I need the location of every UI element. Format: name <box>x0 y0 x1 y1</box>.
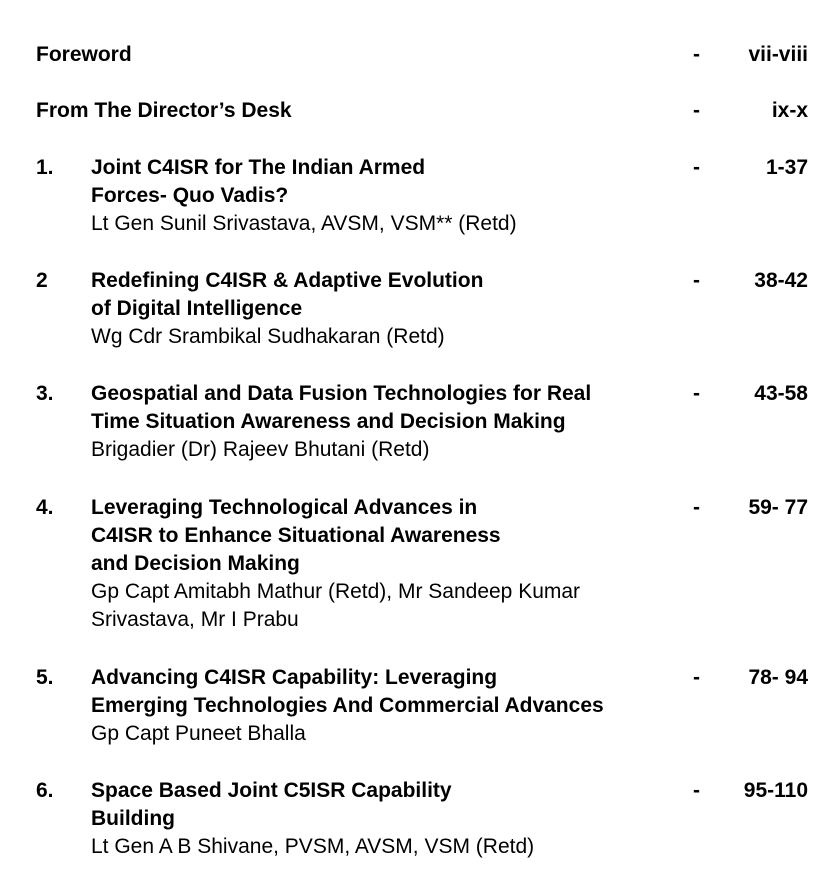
entry-dash: - <box>693 666 700 689</box>
chapter-text <box>91 380 591 464</box>
chapter-title-line: Joint C4ISR for The Indian Armed <box>91 156 426 179</box>
chapter-title-line: Forces- Quo Vadis? <box>91 184 289 207</box>
entry-title: From The Director’s Desk <box>36 99 292 122</box>
entry-pages: 59- 77 <box>748 496 808 519</box>
chapter-title-line: Time Situation Awareness and Decision Making <box>91 410 566 433</box>
chapter-title-line: Advancing C4ISR Capability: Leveraging <box>91 666 498 689</box>
chapter-title-line: C4ISR to Enhance Situational Awareness <box>91 524 501 547</box>
entry-dash: - <box>693 43 700 66</box>
entry-dash: - <box>693 779 700 802</box>
chapter-title-line: and Decision Making <box>91 552 300 575</box>
entry-dash: - <box>693 99 700 122</box>
entry-dash: - <box>693 496 700 519</box>
chapter-number: 3. <box>36 382 54 405</box>
entry-pages: 95-110 <box>743 779 808 802</box>
chapter-title-line: Redefining C4ISR & Adaptive Evolution <box>91 269 484 292</box>
chapter-number: 2 <box>36 269 48 292</box>
entry-pages: 1-37 <box>765 156 808 179</box>
chapter-author-line: Srivastava, Mr I Prabu <box>91 608 299 631</box>
chapter-author-line: Wg Cdr Srambikal Sudhakaran (Retd) <box>91 325 445 348</box>
chapter-text <box>91 494 580 634</box>
chapter-number: 5. <box>36 666 54 689</box>
chapter-text <box>91 154 517 238</box>
entry-dash: - <box>693 269 700 292</box>
chapter-number: 4. <box>36 496 54 519</box>
chapter-text <box>91 664 604 748</box>
chapter-number: 6. <box>36 779 54 802</box>
chapter-title-line: Space Based Joint C5ISR Capability <box>91 779 452 802</box>
chapter-number: 1. <box>36 156 54 179</box>
chapter-text <box>91 777 534 861</box>
chapter-title-line: Emerging Technologies And Commercial Advances <box>91 694 604 717</box>
chapter-author-line: Lt Gen Sunil Srivastava, AVSM, VSM** (Retd) <box>91 212 517 235</box>
entry-dash: - <box>693 382 700 405</box>
entry-pages: 78- 94 <box>748 666 808 689</box>
chapter-text <box>91 267 483 351</box>
chapter-title-line: Building <box>91 807 175 830</box>
entry-dash: - <box>693 156 700 179</box>
chapter-title-line: of Digital Intelligence <box>91 297 303 320</box>
chapter-title-line: Geospatial and Data Fusion Technologies for Real <box>91 382 592 405</box>
entry-title: Foreword <box>36 43 132 66</box>
entry-pages: ix-x <box>771 99 808 122</box>
chapter-author-line: Gp Capt Puneet Bhalla <box>91 722 306 745</box>
entry-pages: 38-42 <box>754 269 808 292</box>
chapter-title-line: Leveraging Technological Advances in <box>91 496 478 519</box>
entry-pages: vii-viii <box>748 43 808 66</box>
chapter-author-line: Lt Gen A B Shivane, PVSM, AVSM, VSM (Retd) <box>91 835 535 858</box>
chapter-author-line: Gp Capt Amitabh Mathur (Retd), Mr Sandeep Kumar <box>91 580 581 603</box>
entry-pages: 43-58 <box>754 382 808 405</box>
chapter-author-line: Brigadier (Dr) Rajeev Bhutani (Retd) <box>91 438 430 461</box>
